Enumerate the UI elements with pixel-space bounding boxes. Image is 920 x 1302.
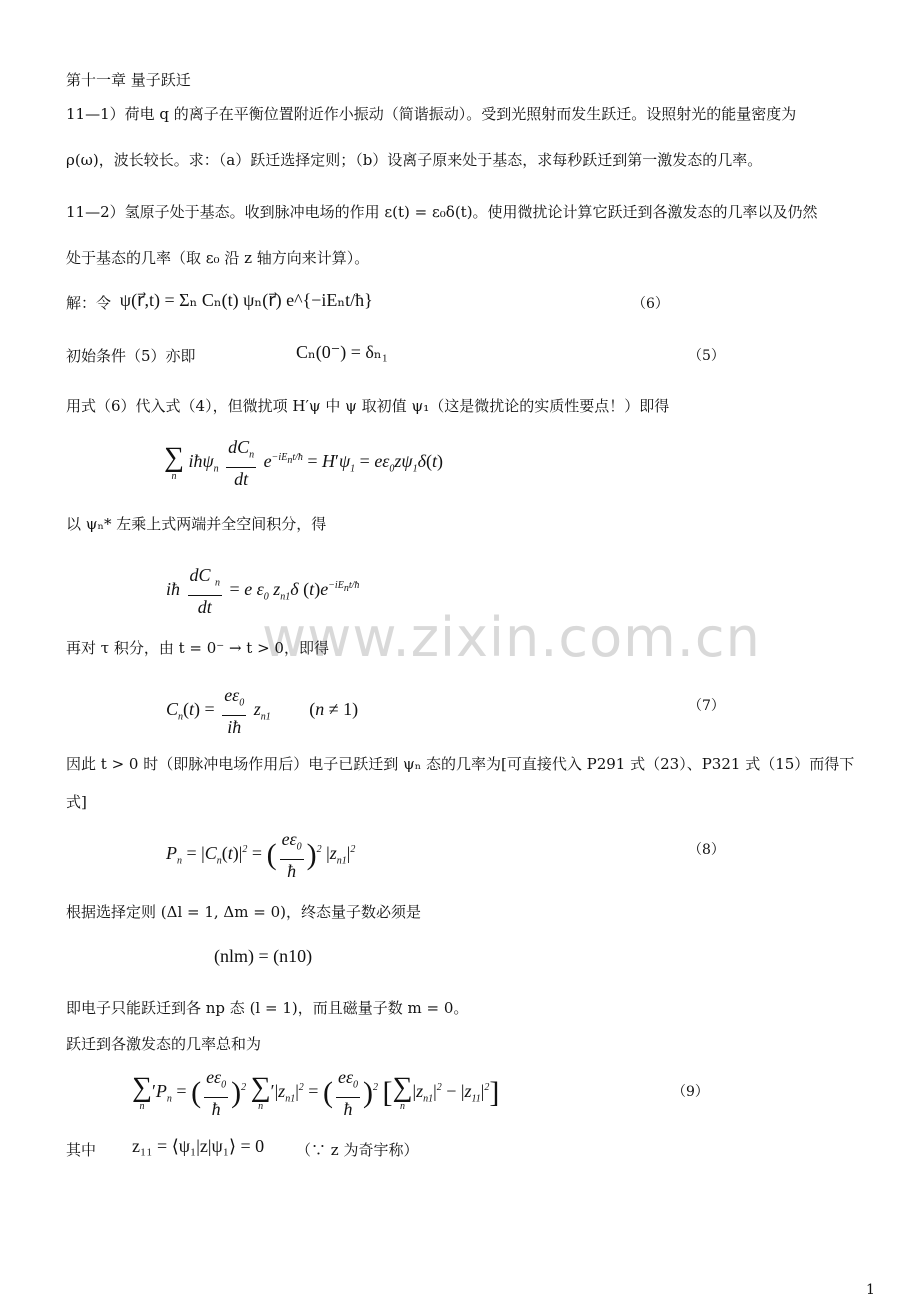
substitution-text: 用式（6）代入式（4），但微扰项 H′ψ 中 ψ 取初值 ψ₁（这是微扰论的实质性要点！）即得	[66, 397, 670, 415]
equation-7-number: （7）	[688, 698, 725, 714]
equation-8-fraction: $\frac{e\varepsilon_0}{ħ}$	[281, 829, 302, 881]
summation-symbol-1: ∑ n	[132, 1071, 152, 1112]
equation-6-number: （6）	[632, 296, 669, 312]
equation-9-fraction-2: $\frac{e\varepsilon_0}{ħ}$	[337, 1067, 359, 1119]
summation-symbol-2: ∑ n	[250, 1071, 271, 1112]
coefficient-derivative-fraction: $\frac{dC _n}{dt}$	[189, 565, 221, 617]
equation-9-number: （9）	[672, 1084, 709, 1100]
problem-2-line-2: 处于基态的几率（取 ε₀ 沿 z 轴方向来计算）。	[66, 249, 370, 267]
equation-7: $C_n(t)$ = $\frac{e\varepsilon_0}{iħ}$ $z_{n1}$ (n ≠ 1)	[166, 685, 359, 737]
sum-label: 跃迁到各激发态的几率总和为	[66, 1035, 262, 1053]
equation-5: Cₙ(0⁻) = δₙ₁	[296, 342, 388, 362]
equation-8: $P_n = |C_n(t)|^2$ = ( $\frac{e\varepsilon_0}{ħ}$ )$^2$ $|z_{n1}|^2$	[166, 829, 356, 881]
perturbation-equation: ∑ n iħψ$_n$ $\frac{dC_n}{dt}$ $e^{-iE_nt/ħ} = H'\psi_1 = e\varepsilon_0z\psi_1\delta(t)$	[164, 437, 443, 489]
probability-text-line-2: 式]	[66, 793, 87, 811]
where-label: 其中	[66, 1141, 97, 1159]
equation-9: ∑ n $'P_n$ = ( $\frac{e\varepsilon_0}{ħ}$ )$^2$ ∑ n $'|z_{n1}|^2$ = ( $\frac{e\varepsilon_0}{ħ}$ )$^2$ [ ∑ n $|z_{n1}|^2 - |z_{11}|^2$]	[132, 1067, 500, 1119]
problem-1-line-2: ρ(ω)，波长较长。求：（a）跃迁选择定则；（b）设离子原来处于基态，求每秒跃迁到第一激发态的几率。	[66, 151, 763, 169]
coefficient-equation: iħ $\frac{dC _n}{dt}$ = e $\varepsilon_0$ $z_{n1}\delta$ $(t)e^{-iE_nt/ħ}$	[166, 565, 360, 617]
page-number: 1	[866, 1282, 875, 1298]
chapter-title: 第十一章 量子跃迁	[66, 71, 191, 89]
equation-8-number: （8）	[688, 842, 725, 858]
summation-symbol: ∑ n	[164, 441, 184, 482]
equation-9-fraction-1: $\frac{e\varepsilon_0}{ħ}$	[206, 1067, 227, 1119]
selection-rule-text: 根据选择定则 (Δl = 1, Δm = 0)，终态量子数必须是	[66, 903, 421, 921]
quantum-number-equation: (nlm) = (n10)	[214, 946, 313, 966]
summation-symbol-3: ∑ n	[392, 1071, 413, 1112]
integration-text: 再对 τ 积分，由 t = 0⁻ → t > 0，即得	[66, 639, 329, 657]
equation-6: ψ(r⃗,t) = Σₙ Cₙ(t) ψₙ(r⃗) e^{−iEₙt/ħ}	[119, 290, 373, 310]
equation-5-number: （5）	[688, 348, 725, 364]
initial-condition-label: 初始条件（5）亦即	[66, 347, 196, 365]
z11-equation: z₁₁ = ⟨ψ₁|z|ψ₁⟩ = 0	[132, 1136, 265, 1156]
watermark: www.zixin.com.cn	[262, 606, 761, 669]
problem-1-line-1: 11—1）荷电 q 的离子在平衡位置附近作小振动（简谐振动）。受到光照射而发生跃迁。设照射光的能量密度为	[66, 105, 797, 123]
probability-text-line-1: 因此 t > 0 时（即脉冲电场作用后）电子已跃迁到 ψₙ 态的几率为[可直接代入 P291 式（23）、P321 式（15）而得下	[66, 755, 855, 773]
derivative-fraction: $\frac{dC_n}{dt}$	[228, 437, 255, 489]
problem-2-line-1: 11—2）氢原子处于基态。收到脉冲电场的作用 ε(t) = ε₀δ(t)。使用微扰论计算它跃迁到各激发态的几率以及仍然	[66, 203, 818, 221]
solution-intro: 解：令 ψ(r⃗,t) = Σₙ Cₙ(t) ψₙ(r⃗) e^{−iEₙt/ħ}	[66, 290, 373, 312]
np-state-text: 即电子只能跃迁到各 np 态 (l = 1)，而且磁量子数 m = 0。	[66, 999, 469, 1017]
z11-reason: （∵ z 为奇宇称）	[296, 1141, 419, 1159]
equation-7-fraction: $\frac{e\varepsilon_0}{iħ}$	[224, 685, 245, 737]
left-multiply-text: 以 ψₙ* 左乘上式两端并全空间积分，得	[66, 515, 327, 533]
